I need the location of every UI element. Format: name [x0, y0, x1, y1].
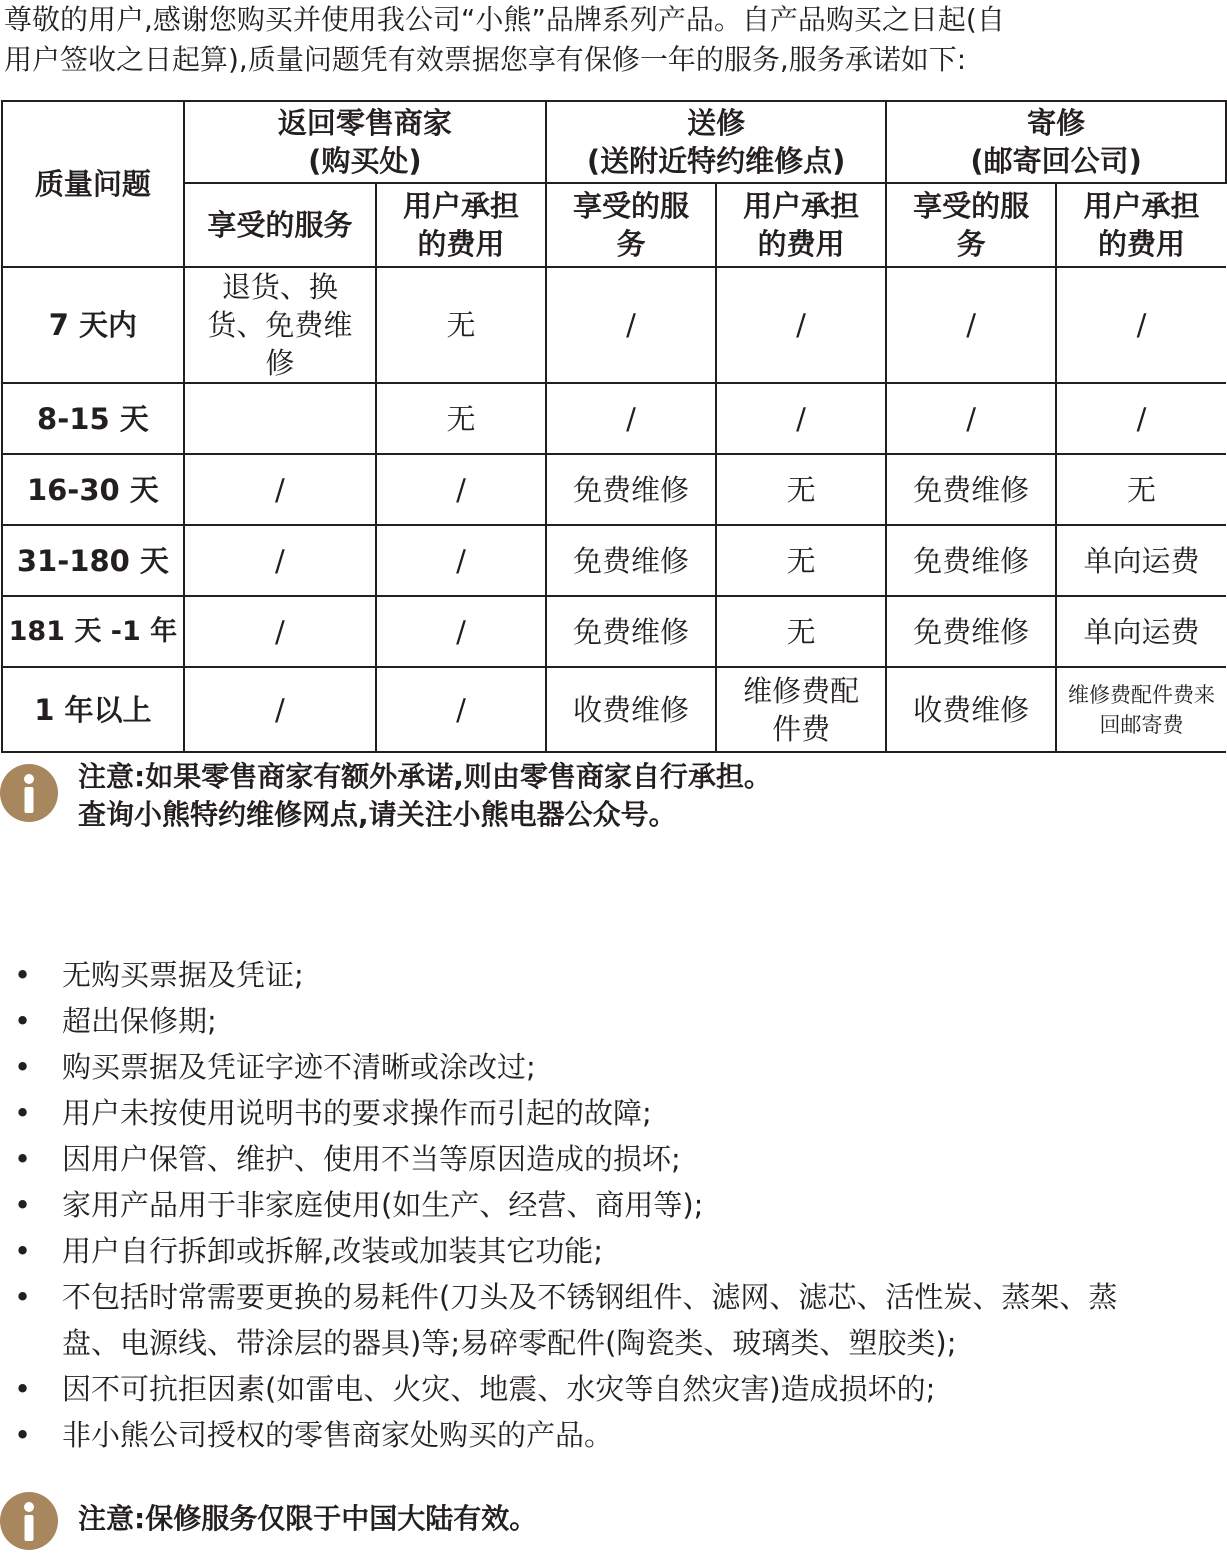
- table-cell: 免费维修: [886, 525, 1056, 596]
- period-cell: 1 年以上: [2, 667, 184, 752]
- list-item: • 不包括时常需要更换的易耗件(刀头及不锈钢组件、滤网、滤芯、活性炭、蒸架、蒸盘、电源线、带涂层的器具)等;易碎零配件(陶瓷类、玻璃类、塑胶类);: [14, 1280, 1118, 1360]
- list-item: • 因用户保管、维护、使用不当等原因造成的损坏;: [14, 1142, 681, 1176]
- table-cell: /: [716, 383, 886, 454]
- group-subtitle: (购买处): [308, 144, 422, 178]
- table-cell: /: [184, 525, 376, 596]
- period-cell: 8-15 天: [2, 383, 184, 454]
- table-cell: [184, 383, 376, 454]
- table-cell: 收费维修: [546, 667, 716, 752]
- list-item: • 用户未按使用说明书的要求操作而引起的故障;: [14, 1096, 652, 1130]
- table-cell: /: [1056, 267, 1226, 383]
- row-header-label: 质量问题: [2, 101, 184, 267]
- note-line-2: 查询小熊特约维修网点,请关注小熊电器公众号。: [78, 798, 677, 831]
- table-cell: /: [546, 267, 716, 383]
- list-item: • 家用产品用于非家庭使用(如生产、经营、商用等);: [14, 1188, 704, 1222]
- intro-paragraph: [4, 0, 1219, 80]
- table-cell: /: [376, 667, 546, 752]
- table-cell: 无: [716, 596, 886, 667]
- table-cell: 退货、换货、免费维修: [184, 267, 376, 383]
- table-cell: /: [376, 454, 546, 525]
- info-icon: [0, 764, 58, 822]
- region-note: [0, 1486, 1200, 1556]
- table-cell: 免费维修: [546, 525, 716, 596]
- group-title: 送修: [687, 106, 746, 140]
- subheader-service: 享受的服务: [886, 183, 1056, 267]
- retailer-note: [0, 758, 1200, 831]
- table-cell: /: [1056, 383, 1226, 454]
- period-cell: 7 天内: [2, 267, 184, 383]
- intro-line-2: 用户签收之日起算),质量问题凭有效票据您享有保修一年的服务,服务承诺如下:: [4, 43, 967, 76]
- list-item: • 购买票据及凭证字迹不清晰或涂改过;: [14, 1050, 536, 1084]
- table-cell: /: [184, 667, 376, 752]
- table-cell: 维修费配件费来回邮寄费: [1056, 667, 1226, 752]
- table-cell: /: [886, 383, 1056, 454]
- table-cell: /: [184, 454, 376, 525]
- group-header-retailer: [184, 101, 546, 183]
- table-cell: 单向运费: [1056, 596, 1226, 667]
- table-cell: 无: [716, 454, 886, 525]
- list-item: • 超出保修期;: [14, 1004, 217, 1038]
- table-cell: /: [376, 596, 546, 667]
- table-cell: 无: [1056, 454, 1226, 525]
- table-cell: 单向运费: [1056, 525, 1226, 596]
- table-cell: /: [184, 596, 376, 667]
- note-text: 注意:保修服务仅限于中国大陆有效。: [78, 1502, 538, 1535]
- period-cell: 16-30 天: [2, 454, 184, 525]
- list-item: • 非小熊公司授权的零售商家处购买的产品。: [14, 1418, 614, 1452]
- table-cell: 无: [376, 267, 546, 383]
- note-line-1: 注意:如果零售商家有额外承诺,则由零售商家自行承担。: [78, 760, 772, 793]
- list-item: • 无购买票据及凭证;: [14, 958, 304, 992]
- group-subtitle: (邮寄回公司): [970, 144, 1142, 178]
- group-title: 返回零售商家: [277, 106, 452, 140]
- warranty-table: [1, 100, 1227, 753]
- subheader-cost: 用户承担的费用: [376, 183, 546, 267]
- period-cell: 31-180 天: [2, 525, 184, 596]
- table-cell: 无: [376, 383, 546, 454]
- exclusion-list: [0, 952, 1200, 1458]
- group-subtitle: (送附近特约维修点): [586, 144, 846, 178]
- table-cell: 收费维修: [886, 667, 1056, 752]
- subheader-cost: 用户承担的费用: [716, 183, 886, 267]
- subheader-service: 享受的服务: [184, 183, 376, 267]
- table-cell: 维修费配件费: [716, 667, 886, 752]
- table-cell: /: [886, 267, 1056, 383]
- info-icon: [0, 1492, 58, 1550]
- table-cell: /: [546, 383, 716, 454]
- table-cell: /: [716, 267, 886, 383]
- subheader-cost: 用户承担的费用: [1056, 183, 1226, 267]
- group-header-mail-repair: [886, 101, 1226, 183]
- list-item: • 因不可抗拒因素(如雷电、火灾、地震、水灾等自然灾害)造成损坏的;: [14, 1372, 936, 1406]
- period-cell: 181 天 -1 年: [2, 596, 184, 667]
- subheader-service: 享受的服务: [546, 183, 716, 267]
- table-cell: 免费维修: [546, 596, 716, 667]
- table-cell: /: [376, 525, 546, 596]
- intro-line-1: 尊敬的用户,感谢您购买并使用我公司“小熊”品牌系列产品。自产品购买之日起(自: [4, 3, 1005, 36]
- group-header-repair-center: [546, 101, 886, 183]
- table-cell: 免费维修: [546, 454, 716, 525]
- table-cell: 免费维修: [886, 596, 1056, 667]
- table-cell: 无: [716, 525, 886, 596]
- list-item: • 用户自行拆卸或拆解,改装或加装其它功能;: [14, 1234, 603, 1268]
- table-cell: 免费维修: [886, 454, 1056, 525]
- group-title: 寄修: [1027, 106, 1086, 140]
